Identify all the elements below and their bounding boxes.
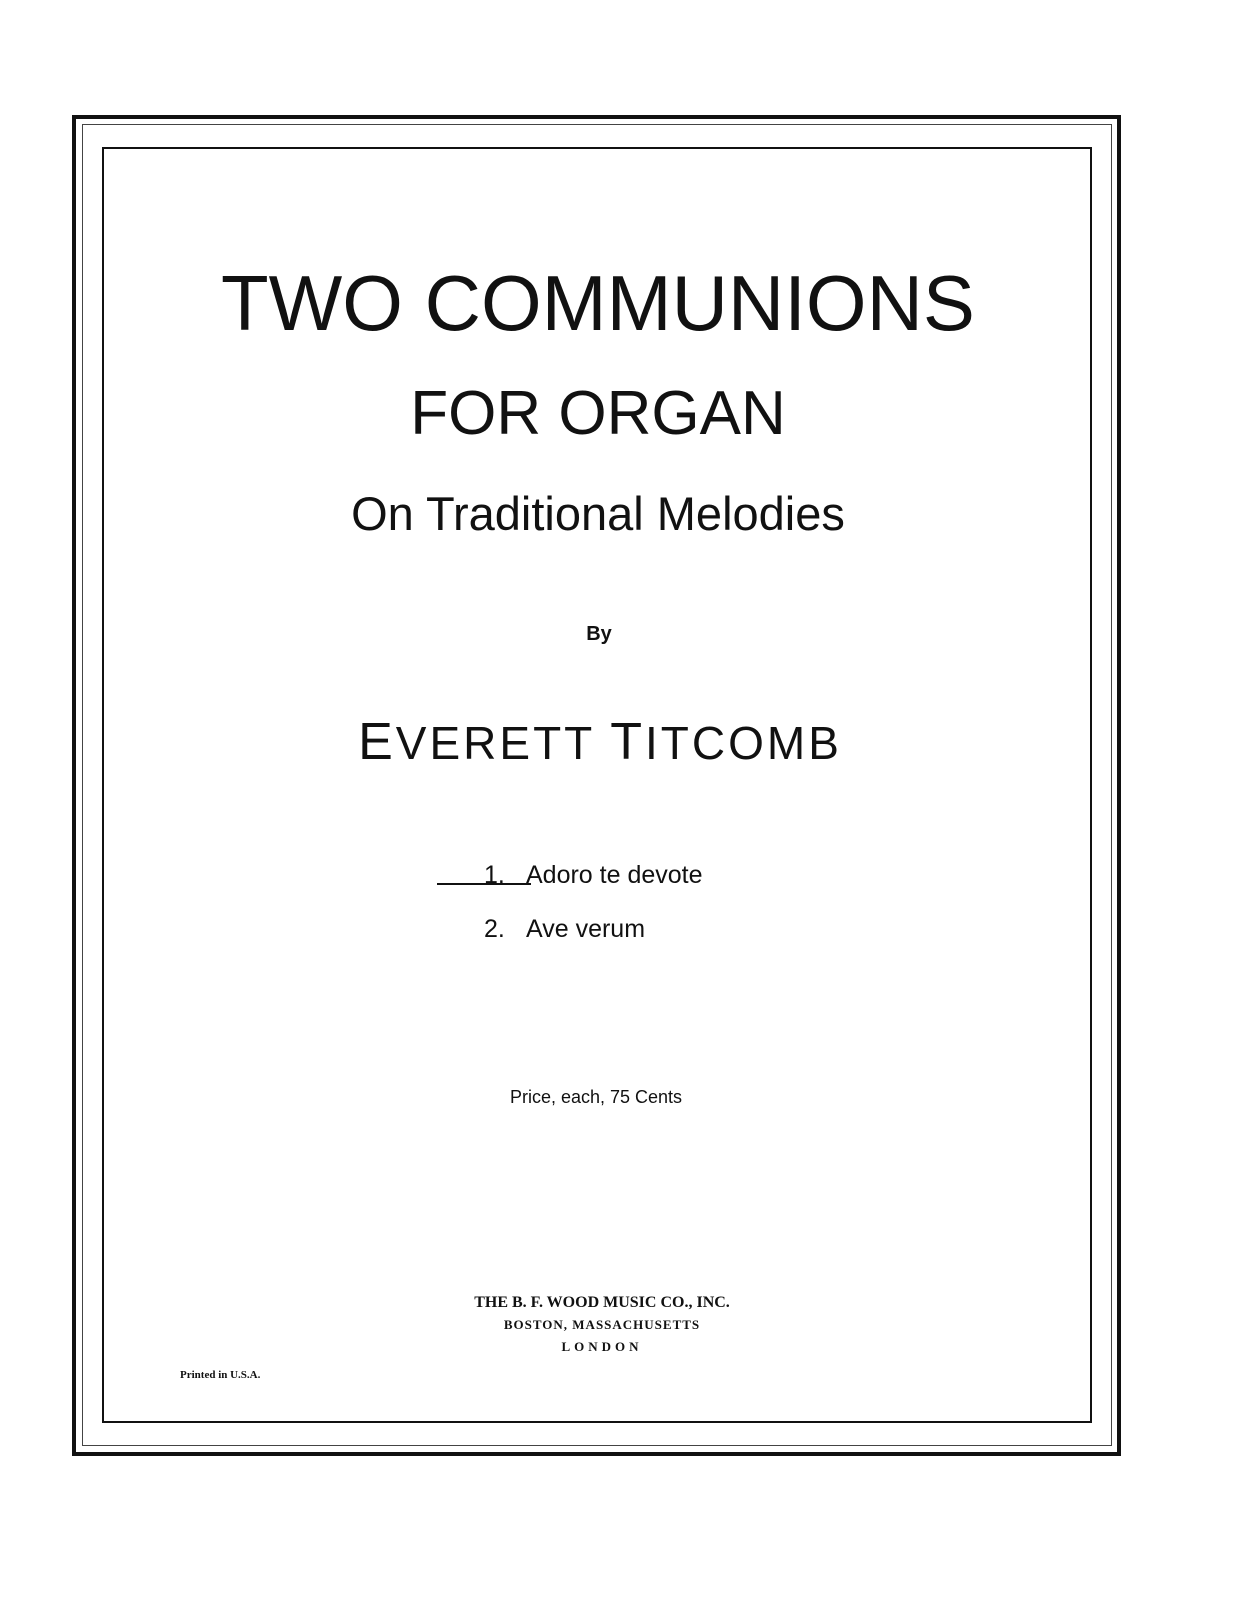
composer-first-initial: E (358, 713, 396, 771)
cover-tagline: On Traditional Melodies (351, 487, 845, 540)
printed-in-usa: Printed in U.S.A. (180, 1369, 261, 1381)
publisher-city: BOSTON, MASSACHUSETTS (503, 1317, 701, 1332)
contents-item-number: 1. (484, 861, 505, 889)
by-label: By (586, 623, 612, 645)
cover-title: TWO COMMUNIONS (221, 259, 975, 347)
publisher-name: THE B. F. WOOD MUSIC CO., INC. (474, 1294, 730, 1311)
price-line: Price, each, 75 Cents (509, 1087, 683, 1107)
contents-item-number: 2. (484, 915, 505, 943)
contents-item (484, 848, 703, 902)
contents-list (484, 848, 703, 956)
composer-first-rest: VERETT (395, 717, 595, 769)
composer-last-rest: ITCOMB (644, 717, 842, 769)
composer-name (358, 712, 842, 773)
contents-item-title: Ave verum (526, 915, 646, 943)
contents-item (484, 902, 703, 956)
composer-last-initial: T (610, 713, 645, 771)
publisher-city-london: LONDON (561, 1339, 643, 1354)
cover-subtitle: FOR ORGAN (410, 379, 786, 448)
contents-item-title: Adoro te devote (526, 861, 703, 889)
